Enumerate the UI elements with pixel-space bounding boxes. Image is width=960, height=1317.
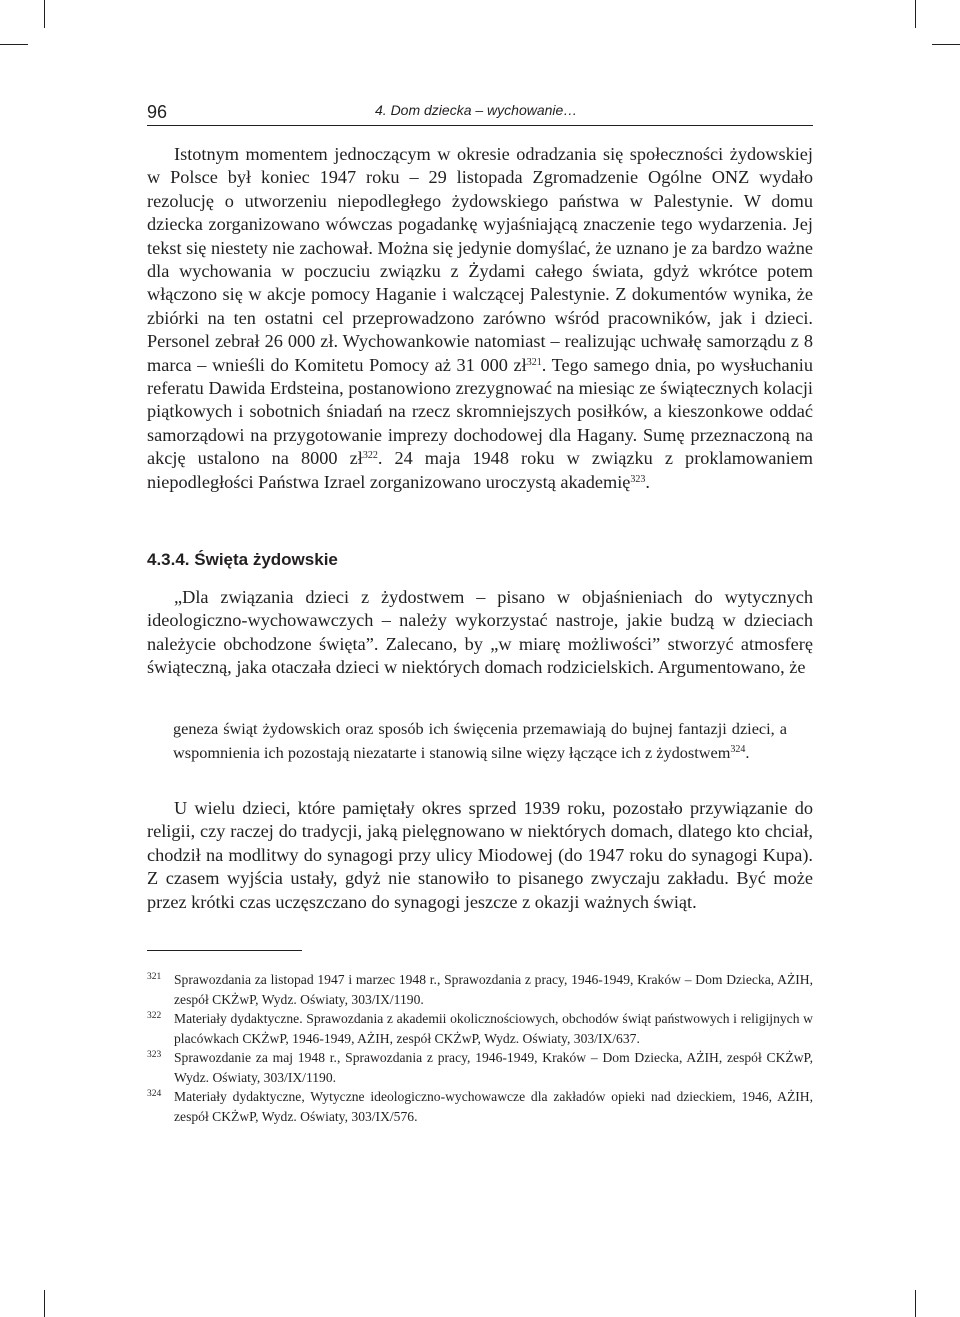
section-heading: 4.3.4. Święta żydowskie	[147, 550, 338, 569]
paragraph-text: „Dla związania dzieci z żydostwem – pisano w objaśnieniach do wytycznych ideologiczno-wychowawczych – należy wykorzystać nastroje, jakie budzą w dzieciach należycie obchodzone święta”. Zalecano, by „w miarę możliwości” stworzyć atmosferę świąteczną, jaka otaczała dzieci w niektórych domach rodzicielskich. Argumentowano, że	[147, 587, 813, 678]
quote-end: .	[745, 742, 750, 762]
footnote-ref: 323	[630, 473, 646, 485]
crop-mark-bottom-right-v	[915, 1290, 916, 1317]
crop-mark-top-right-v	[915, 0, 916, 28]
block-quote	[173, 717, 787, 764]
footnote-ref: 321	[526, 356, 542, 368]
paragraph-text: Istotnym momentem jednoczącym w okresie odradzania się społeczności żydowskiej w Polsce był koniec 1947 roku – 29 listopada Zgromadzenie Ogólne ONZ wydało rezolucję o utworzeniu niepodległego żydowskiego państwa w Palestynie. W domu dziecka zorganizowano wówczas pogadankę wyjaśniającą znaczenie tego wydarzenia. Jej tekst się niestety nie zachował. Można się jedynie domyślać, że uznano je za bardzo ważne dla wychowania w poczuciu związku z Żydami całego świata, gdyż wkrótce potem włączono się w akcje pomocy Haganie i walczącej Palestynie. Z dokumentów wynika, że zbiórki na ten ostatni cel przeprowadzono zarówno wśród pracowników, jak i dzieci. Personel zebrał 26 000 zł. Wychowankowie natomiast – realizując uchwałę samorządu z 8 marca – wnieśli do Komitetu Pomocy aż 31 000 zł	[147, 144, 813, 375]
footnote-separator	[147, 950, 302, 951]
footnotes	[147, 970, 813, 1126]
footnote-ref: 324	[730, 743, 746, 755]
running-head: 4. Dom dziecka – wychowanie…	[375, 102, 578, 118]
footnote-text: Materiały dydaktyczne, Wytyczne ideologiczno-wychowawcze dla zakładów opieki nad dzieckiem, 1946, AŻIH, zespół CKŻwP, Wydz. Oświaty, 303/IX/576.	[174, 1089, 813, 1124]
crop-mark-right-h	[932, 44, 960, 45]
footnote	[147, 1009, 813, 1048]
quote-text: geneza świąt żydowskich oraz sposób ich święcenia przemawiają do bujnej fantazji dzieci, a wspomnienia ich pozostają niezatarte i stanowią silne więzy łączące ich z żydostwem	[173, 719, 787, 762]
footnote-text: Sprawozdania za listopad 1947 i marzec 1948 r., Sprawozdania z pracy, 1946-1949, Kraków – Dom Dziecka, AŻIH, zespół CKŻwP, Wydz. Oświaty, 303/IX/1190.	[174, 972, 813, 1007]
footnote	[147, 1087, 813, 1126]
footnote-ref: 322	[362, 450, 378, 462]
paragraph-text: U wielu dzieci, które pamiętały okres sprzed 1939 roku, pozostało przywiązanie do religii, czy raczej do tradycji, jaką pielęgnowano w niektórych domach, dlatego kto chciał, chodził na modlitwy do synagogi przy ulicy Miodowej (do 1947 roku do synagogi Kupa). Z czasem wyjścia ustały, gdyż nie stanowiło to pisanego zwyczaju zakładu. Być może przez krótki czas uczęszczano do synagogi jeszcze z okazji ważnych świąt.	[147, 798, 813, 912]
footnote	[147, 970, 813, 1009]
paragraph-text: .	[645, 471, 650, 492]
paragraph-text: . Tego samego dnia, po wysłuchaniu referatu Dawida Erdsteina, postanowiono zrezygnować na miesiąc ze świątecznych kolacji piątkowych i sobotnich śniadań na rzecz skromniejszych posiłków, a kieszonkowe oddać samorządowi na przygotowanie imprezy dochodowej dla Hagany. Sumę przeznaczoną na akcję ustalono na 8000 zł	[147, 354, 814, 469]
crop-mark-top-left-v	[44, 0, 45, 28]
footnote-number: 323	[147, 1050, 162, 1060]
paragraph-2	[147, 586, 813, 680]
paragraph-3	[147, 797, 813, 914]
crop-mark-left-h	[0, 44, 28, 45]
page-number: 96	[147, 102, 168, 122]
footnote-number: 322	[147, 1011, 162, 1021]
footnote-number: 321	[147, 972, 162, 982]
page-header	[147, 97, 813, 126]
footnote-text: Sprawozdanie za maj 1948 r., Sprawozdania z pracy, 1946-1949, Kraków – Dom Dziecka, AŻIH, zespół CKŻwP, Wydz. Oświaty, 303/IX/1190.	[174, 1050, 813, 1085]
paragraph-text: . 24 maja 1948 roku w związku z proklamowaniem niepodległości Państwa Izrael zorganizowano uroczystą akademię	[147, 448, 813, 492]
crop-mark-bottom-left-v	[44, 1290, 45, 1317]
footnote-text: Materiały dydaktyczne. Sprawozdania z akademii okolicznościowych, obchodów świąt państwowych i religijnych w placówkach CKŻwP, 1946-1949, AŻIH, zespół CKŻwP, Wydz. Oświaty, 303/IX/637.	[174, 1011, 813, 1046]
paragraph-1	[147, 143, 813, 494]
footnote	[147, 1048, 813, 1087]
footnote-number: 324	[147, 1089, 162, 1099]
